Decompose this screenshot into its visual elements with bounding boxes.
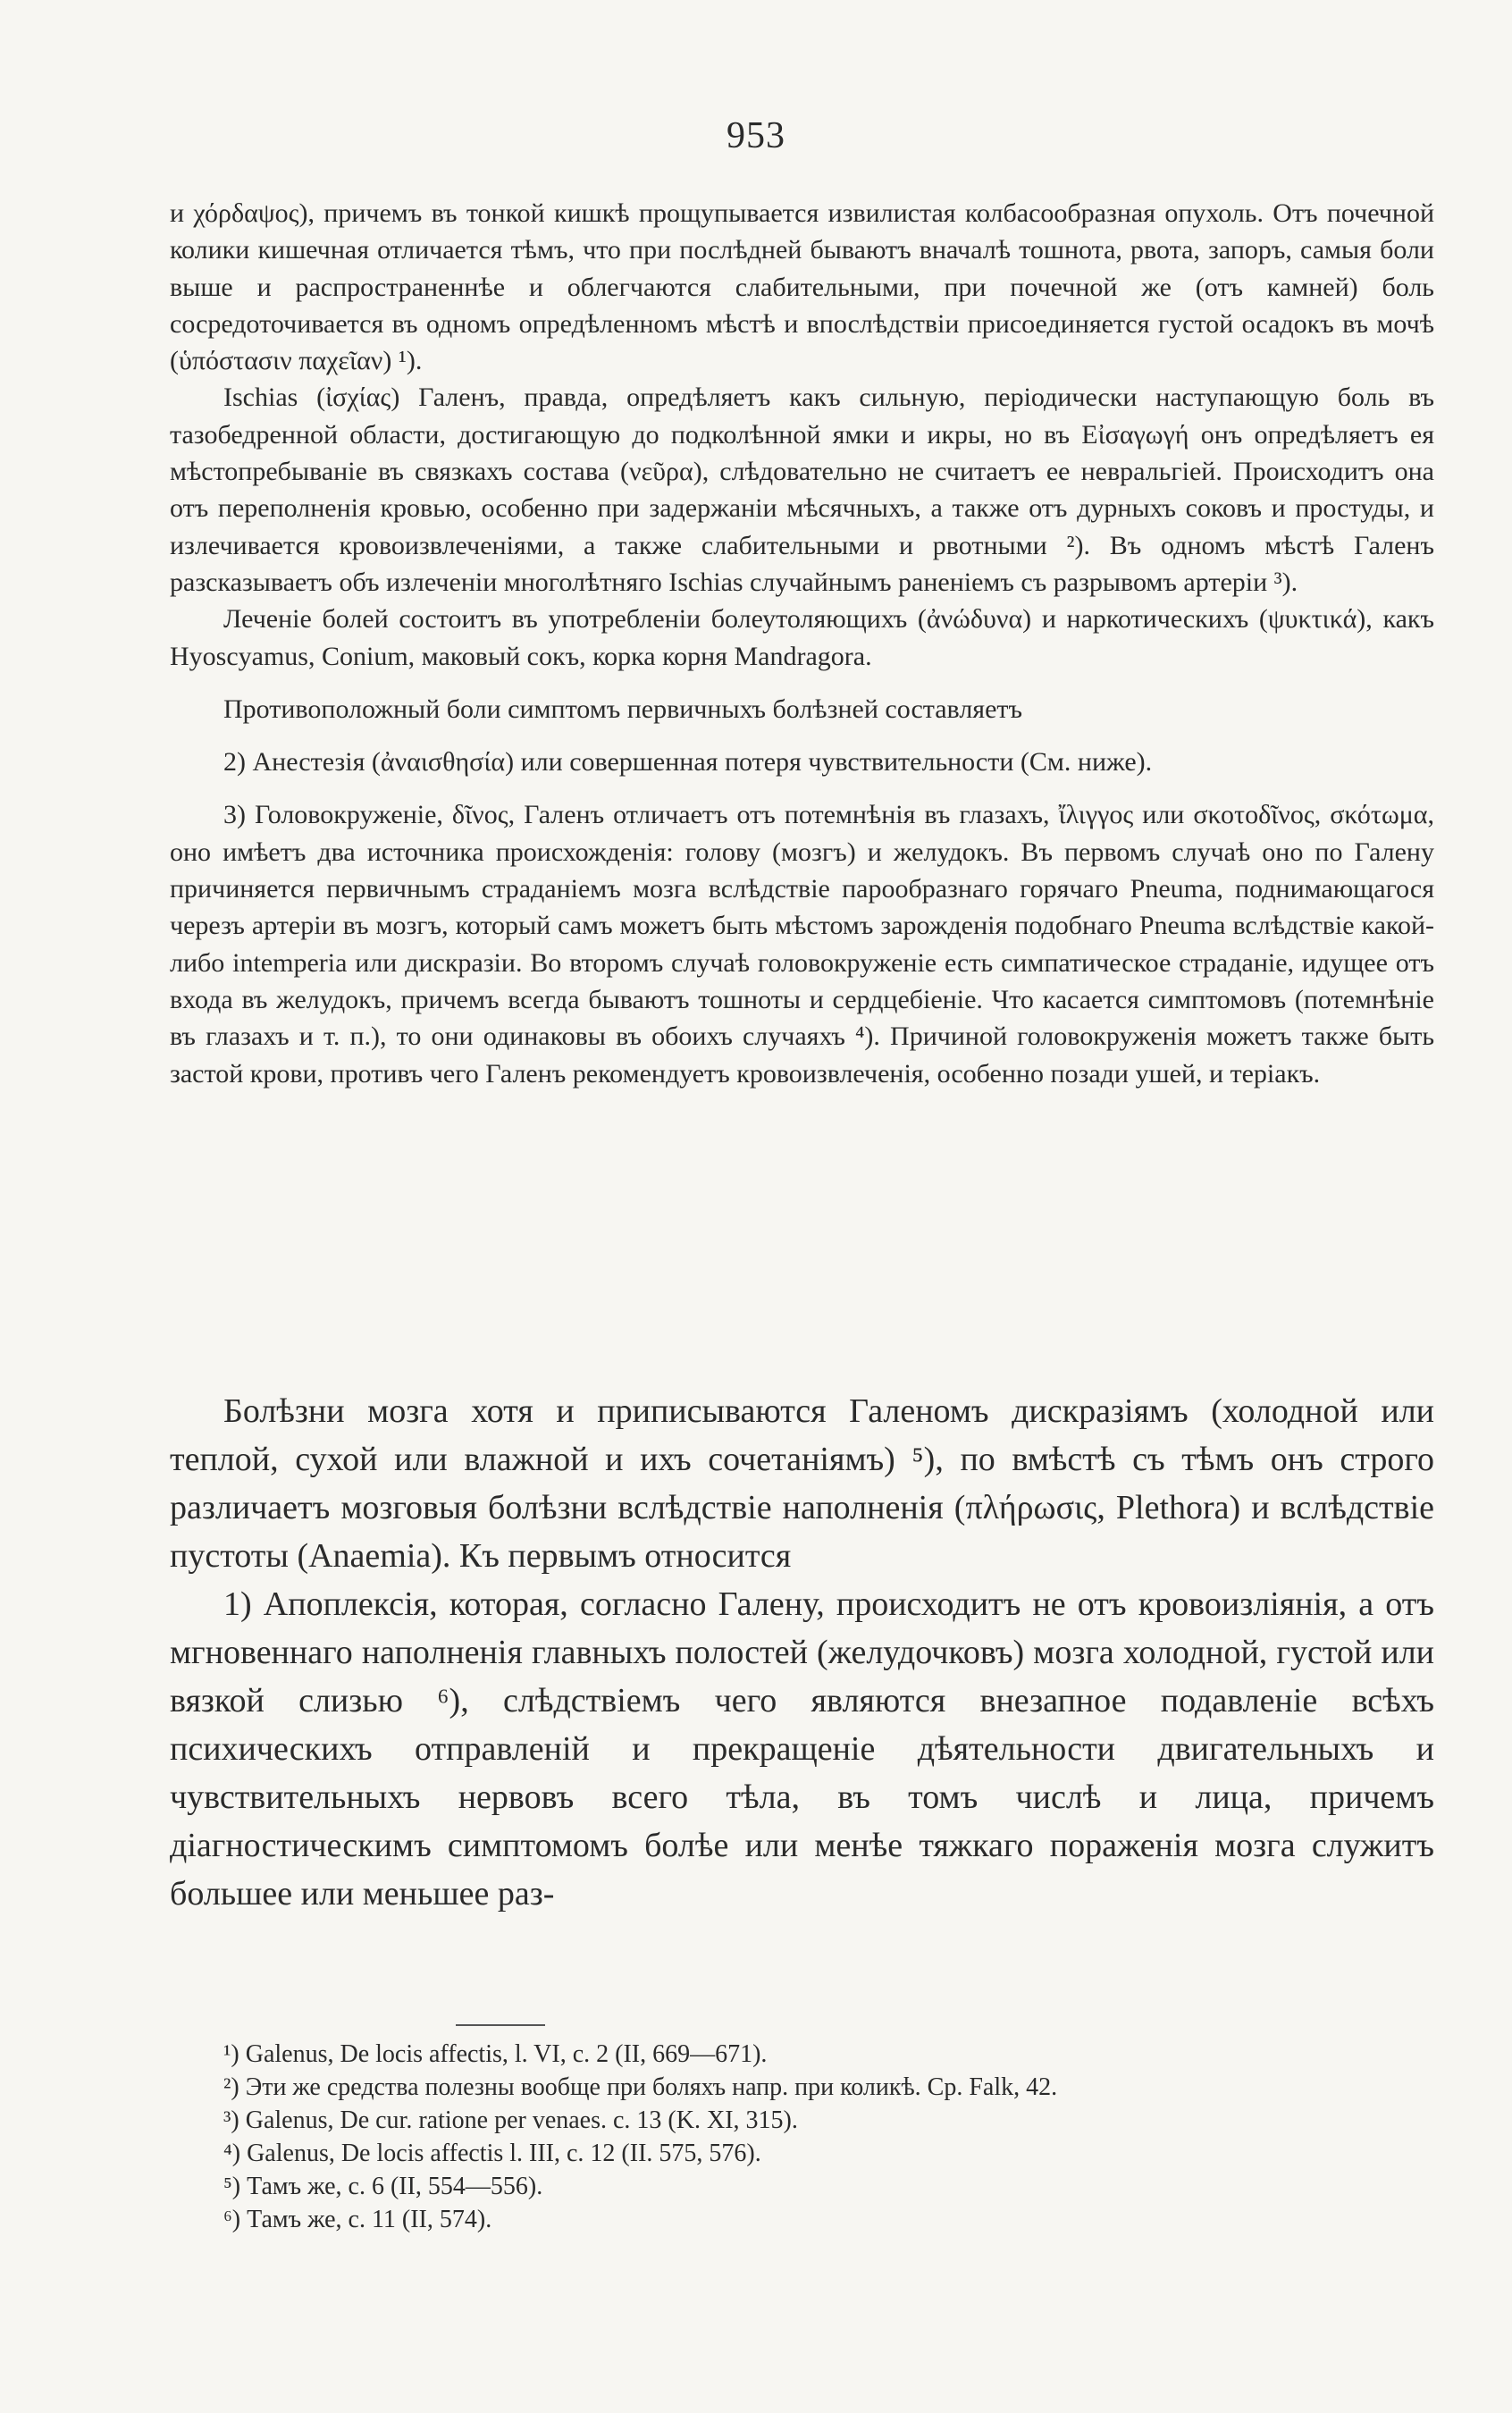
- footnote-2: ²) Эти же средства полезны вообще при боляхъ напр. при коликѣ. Ср. Falk, 42.: [223, 2073, 1058, 2101]
- body-text-small: [170, 195, 1434, 1092]
- paragraph-ischias: Ischias (ἰσχίας) Галенъ, правда, опредѣляетъ какъ сильную, періодически наступающую боль въ тазобедренной области, достигающую до подколѣнной ямки и икры, но въ Εἰσαγωγή онъ опредѣляетъ ея мѣстопребываніе въ связкахъ состава (νεῦρα), слѣдовательно не считаетъ ее невральгіей. Происходитъ она отъ переполненія кровью, особенно при задержаніи мѣсячныхъ, а также отъ дурныхъ соковъ и простуды, и излечивается кровоизвлеченіями, а также слабительными и рвотными ²). Въ одномъ мѣстѣ Галенъ разсказываетъ объ излеченіи многолѣтняго Ischias случайнымъ раненіемъ съ разрывомъ артеріи ³).: [170, 383, 1434, 597]
- paragraph-treatment: Леченіе болей состоитъ въ употребленіи болеутоляющихъ (ἀνώδυνα) и наркотическихъ (ψυκτικά), какъ Hyoscyamus, Conium, маковый сокъ, корка корня Mandragora.: [170, 604, 1434, 671]
- footnote-divider: [456, 2024, 545, 2026]
- paragraph-opposite-symptom: Противоположный боли симптомъ первичныхъ болѣзней составляетъ: [223, 694, 1023, 724]
- body-text-large: [170, 1387, 1434, 1918]
- page-number: 953: [727, 115, 785, 156]
- paragraph-brain-diseases: Болѣзни мозга хотя и приписываются Галеномъ дискразіямъ (холодной или теплой, сухой или влажной и ихъ сочетаніямъ) ⁵), по вмѣстѣ съ тѣмъ онъ строго различаетъ мозговыя болѣзни вслѣдствіе наполненія (πλήρωσις, Plethora) и вслѣдствіе пустоты (Anaemia). Къ первымъ относится: [170, 1392, 1434, 1575]
- footnote-3: ³) Galenus, De cur. ratione per venaes. c. 13 (K. XI, 315).: [223, 2106, 798, 2134]
- paragraph-apoplexy: 1) Апоплексія, которая, согласно Галену, происходитъ не отъ кровоизліянія, а отъ мгновеннаго наполненія главныхъ полостей (желудочковъ) мозга холодной, густой или вязкой слизью ⁶), слѣдствіемъ чего являются внезапное подавленіе всѣхъ психическихъ отправленій и прекращеніе дѣятельности двигательныхъ и чувствительныхъ нервовъ всего тѣла, въ томъ числѣ и лица, причемъ діагностическимъ симптомомъ болѣе или менѣе тяжкаго пораженія мозга служитъ большее или меньшее раз-: [170, 1585, 1434, 1913]
- paragraph-vertigo: 3) Головокруженіе, δῖνος, Галенъ отличаетъ отъ потемнѣнія въ глазахъ, ἴλιγγος или σκοτοδῖνος, σκότωμα, оно имѣетъ два источника происхожденія: голову (мозгъ) и желудокъ. Въ первомъ случаѣ оно по Галену причиняется первичнымъ страданіемъ мозга вслѣдствіе парообразнаго горячаго Pneuma, поднимающагося черезъ артеріи въ мозгъ, который самъ можетъ быть мѣстомъ зарожденія подобнаго Pneuma вслѣдствіе какой-либо intemperia или дискразіи. Во второмъ случаѣ головокруженіе есть симпатическое страданіе, идущее отъ входа въ желудокъ, причемъ всегда бываютъ тошноты и сердцебіеніе. Что касается симптомовъ (потемнѣніе въ глазахъ и т. п.), то они одинаковы въ обоихъ случаяхъ ⁴). Причиной головокруженія можетъ также быть застой крови, противъ чего Галенъ рекомендуетъ кровоизвлеченія, особенно позади ушей, и теріакъ.: [170, 800, 1434, 1089]
- footnote-6: ⁶) Тамъ же, с. 11 (II, 574).: [223, 2206, 492, 2233]
- paragraph-colic: и χόρδαψος), причемъ въ тонкой кишкѣ прощупывается извилистая колбасообразная опухоль. Отъ почечной колики кишечная отличается тѣмъ, что при послѣдней бываютъ вначалѣ тошнота, рвота, запоръ, самыя боли выше и распространеннѣе и облегчаются слабительными, при почечной же (отъ камней) боль сосредоточивается въ одномъ опредѣленномъ мѣстѣ и впослѣдствіи присоединяется густой осадокъ въ мочѣ (ὑπόστασιν παχεῖαν) ¹).: [170, 198, 1434, 376]
- footnote-1: ¹) Galenus, De locis affectis, l. VI, c. 2 (II, 669—671).: [223, 2040, 768, 2068]
- paragraph-anesthesia: 2) Анестезія (ἀναισθησία) или совершенная потеря чувствительности (См. ниже).: [223, 747, 1153, 778]
- footnote-5: ⁵) Тамъ же, с. 6 (II, 554—556).: [223, 2173, 543, 2200]
- footnotes: [223, 2038, 1340, 2236]
- footnote-4: ⁴) Galenus, De locis affectis l. III, c. 12 (II. 575, 576).: [223, 2140, 761, 2167]
